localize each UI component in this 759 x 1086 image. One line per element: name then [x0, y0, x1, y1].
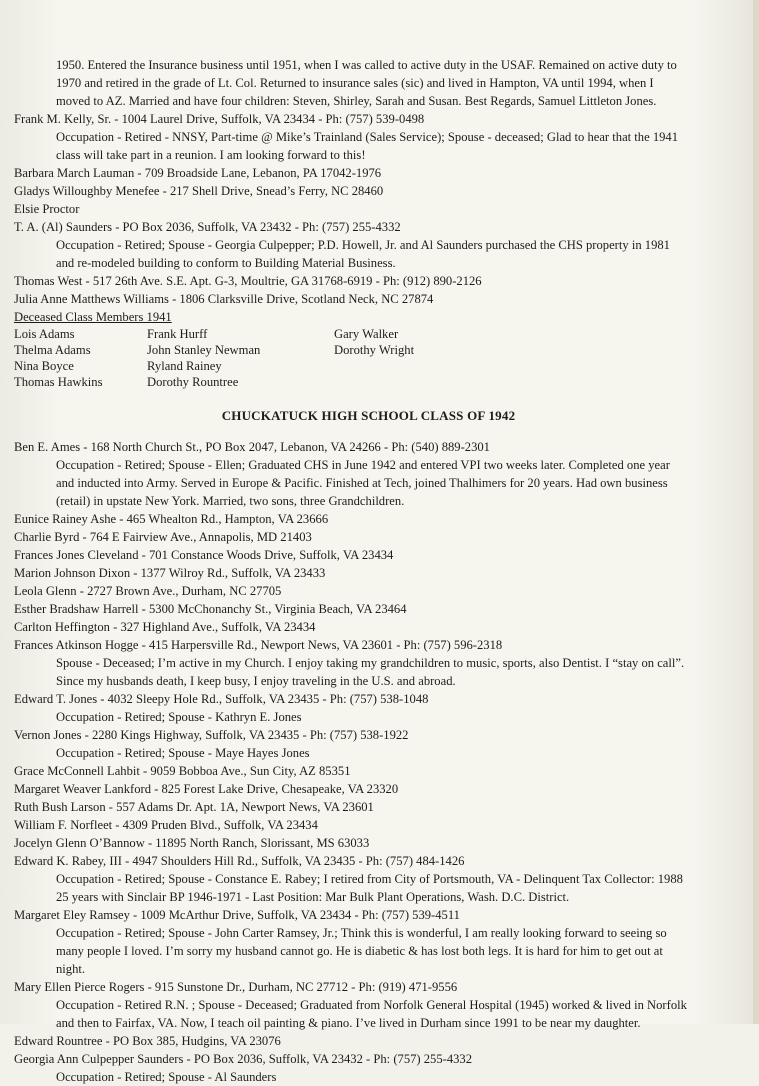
class-1942-entry-line: Margaret Weaver Lankford - 825 Forest Lake Drive, Chesapeake, VA 23320 — [14, 782, 399, 796]
class-1941-entry-line: T. A. (Al) Saunders - PO Box 2036, Suffolk, VA 23432 - Ph: (757) 255-4332 — [14, 220, 401, 234]
class-1942-entry-line: Marion Johnson Dixon - 1377 Wilroy Rd., Suffolk, VA 23433 — [14, 566, 326, 580]
class-1942-entries — [14, 438, 723, 1086]
class-1942-entry-line: Charlie Byrd - 764 E Fairview Ave., Annapolis, MD 21403 — [14, 530, 312, 544]
deceased-member-name: Ryland Rainey — [147, 359, 222, 373]
class-1942-detail-line: Occupation - Retired; Spouse - John Carter Ramsey, Jr.; Think this is wonderful, I am really looking forward to seeing so — [56, 926, 667, 940]
class-1941-detail-line: Occupation - Retired - NNSY, Part-time @ Mike’s Trainland (Sales Service); Spouse - deceased; Glad to hear that the 1941 — [56, 130, 679, 144]
class-1942-entry-line: Carlton Heffington - 327 Highland Ave., Suffolk, VA 23434 — [14, 620, 316, 634]
deceased-member-name: Frank Hurff — [147, 327, 208, 341]
deceased-column-3 — [334, 326, 534, 390]
class-1942-entry-line: Edward T. Jones - 4032 Sleepy Hole Rd., Suffolk, VA 23435 - Ph: (757) 538-1048 — [14, 692, 429, 706]
class-1942-detail-line: Occupation - Retired; Spouse - Ellen; Graduated CHS in June 1942 and entered VPI two weeks later. Completed one year — [56, 458, 670, 472]
class-1942-entry-line: Edward Rountree - PO Box 385, Hudgins, VA 23076 — [14, 1034, 281, 1048]
class-1942-detail-line: Since my husbands death, I keep busy, I enjoy traveling in the U.S. and abroad. — [56, 674, 456, 688]
class-1942-detail-line: Occupation - Retired; Spouse - Maye Hayes Jones — [56, 746, 310, 760]
class-1941-entry-line: Frank M. Kelly, Sr. - 1004 Laurel Drive, Suffolk, VA 23434 - Ph: (757) 539-0498 — [14, 112, 425, 126]
class-1942-entry-line: Frances Jones Cleveland - 701 Constance Woods Drive, Suffolk, VA 23434 — [14, 548, 394, 562]
class-1941-entry-line: Julia Anne Matthews Williams - 1806 Clarksville Drive, Scotland Neck, NC 27874 — [14, 292, 434, 306]
class-1942-entry-line: Esther Bradshaw Harrell - 5300 McChonanchy St., Virginia Beach, VA 23464 — [14, 602, 407, 616]
deceased-member-name: Gary Walker — [334, 327, 399, 341]
class-1941-detail-line: moved to AZ. Married and have four children: Steven, Shirley, Sarah and Susan. Best Regards, Samuel Littleton Jones. — [56, 94, 657, 108]
class-1942-detail-line: and then to Fairfax, VA. Now, I teach oil painting & piano. I’ve lived in Durham since 1991 to be near my daughter. — [56, 1016, 641, 1030]
class-1941-entry-line: Barbara March Lauman - 709 Broadside Lane, Lebanon, PA 17042-1976 — [14, 166, 382, 180]
class-1942-detail-line: Occupation - Retired; Spouse - Al Saunders — [56, 1070, 277, 1084]
deceased-member-name: Dorothy Wright — [334, 343, 415, 357]
class-1942-detail-line: Occupation - Retired; Spouse - Constance E. Rabey; I retired from City of Portsmouth, VA - Delinquent Tax Collector: 1988 — [56, 872, 683, 886]
class-1942-entry-line: Grace McConnell Lahbit - 9059 Bobboa Ave., Sun City, AZ 85351 — [14, 764, 351, 778]
class-1941-detail-line: 1950. Entered the Insurance business until 1951, when I was called to active duty in the USAF. Remained on active duty to — [56, 58, 677, 72]
class-1941-entry-line: Thomas West - 517 26th Ave. S.E. Apt. G-3, Moultrie, GA 31768-6919 - Ph: (912) 890-2126 — [14, 274, 482, 288]
class-1942-entry-line: William F. Norfleet - 4309 Pruden Blvd., Suffolk, VA 23434 — [14, 818, 318, 832]
class-1941-continued — [14, 56, 723, 308]
class-1942-detail-line: and inducted into Army. Served in Europe & Pacific. Finished at Tech, joined Thalhimers for 20 years. Had own business — [56, 476, 668, 490]
class-1942-detail-line: (retail) in upstate New York. Married, two sons, three Grandchildren. — [56, 494, 405, 508]
class-1942-entry-line: Margaret Eley Ramsey - 1009 McArthur Drive, Suffolk, VA 23434 - Ph: (757) 539-4511 — [14, 908, 460, 922]
class-1941-detail-line: class will take part in a reunion. I am looking forward to this! — [56, 148, 366, 162]
deceased-member-name: John Stanley Newman — [147, 343, 261, 357]
class-1942-detail-line: 25 years with Sinclair BP 1946-1971 - Last Position: Mar Bulk Plant Operations, Wash. D.C. District. — [56, 890, 570, 904]
class-1941-entry-line: Gladys Willoughby Menefee - 217 Shell Drive, Snead’s Ferry, NC 28460 — [14, 184, 384, 198]
deceased-column-1 — [14, 326, 147, 390]
deceased-member-name: Thomas Hawkins — [14, 375, 103, 389]
class-1942-entry-line: Vernon Jones - 2280 Kings Highway, Suffolk, VA 23435 - Ph: (757) 538-1922 — [14, 728, 409, 742]
deceased-members-title: Deceased Class Members 1941 — [14, 310, 172, 324]
class-1942-detail-line: Spouse - Deceased; I’m active in my Church. I enjoy taking my grandchildren to music, sports, also Dentist. I “stay on call”. — [56, 656, 685, 670]
class-1942-entry-line: Georgia Ann Culpepper Saunders - PO Box 2036, Suffolk, VA 23432 - Ph: (757) 255-4332 — [14, 1052, 473, 1066]
class-1942-entry-line: Frances Atkinson Hogge - 415 Harpersville Rd., Newport News, VA 23601 - Ph: (757) 596-2318 — [14, 638, 503, 652]
class-1942-detail-line: night. — [56, 962, 86, 976]
deceased-member-name: Nina Boyce — [14, 359, 74, 373]
class-1941-entry-line: Elsie Proctor — [14, 202, 80, 216]
class-1942-entry-line: Mary Ellen Pierce Rogers - 915 Sunstone Dr., Durham, NC 27712 - Ph: (919) 471-9556 — [14, 980, 458, 994]
class-1942-detail-line: many people I loved. I’m sorry my husband cannot go. He is diabetic & has lost both legs. It is hard for him to get out at — [56, 944, 663, 958]
class-1942-entry-line: Jocelyn Glenn O’Bannow - 11895 North Ranch, Slorissant, MS 63033 — [14, 836, 370, 850]
class-1942-entry-line: Eunice Rainey Ashe - 465 Whealton Rd., Hampton, VA 23666 — [14, 512, 329, 526]
class-1942-entry-line: Ben E. Ames - 168 North Church St., PO Box 2047, Lebanon, VA 24266 - Ph: (540) 889-2301 — [14, 440, 490, 454]
class-1942-detail-line: Occupation - Retired R.N. ; Spouse - Deceased; Graduated from Norfolk General Hospital (1945) worked & lived in Norfolk — [56, 998, 687, 1012]
deceased-members-list — [14, 326, 723, 390]
class-1942-entry-line: Edward K. Rabey, III - 4947 Shoulders Hill Rd., Suffolk, VA 23435 - Ph: (757) 484-1426 — [14, 854, 465, 868]
class-1942-entry-line: Leola Glenn - 2727 Brown Ave., Durham, NC 27705 — [14, 584, 282, 598]
class-1942-detail-line: Occupation - Retired; Spouse - Kathryn E. Jones — [56, 710, 302, 724]
class-1942-entry-line: Ruth Bush Larson - 557 Adams Dr. Apt. 1A, Newport News, VA 23601 — [14, 800, 374, 814]
class-1941-detail-line: and re-modeled building to conform to Building Material Business. — [56, 256, 396, 270]
deceased-column-2 — [147, 326, 334, 390]
class-1941-detail-line: Occupation - Retired; Spouse - Georgia Culpepper; P.D. Howell, Jr. and Al Saunders purchased the CHS property in 1981 — [56, 238, 670, 252]
class-1942-heading: CHUCKATUCK HIGH SCHOOL CLASS OF 1942 — [221, 408, 516, 423]
deceased-member-name: Lois Adams — [14, 327, 75, 341]
class-1941-detail-line: 1970 and retired in the grade of Lt. Col. Returned to insurance sales (sic) and lived in Hampton, VA until 1994, when I — [56, 76, 654, 90]
deceased-member-name: Thelma Adams — [14, 343, 91, 357]
deceased-member-name: Dorothy Rountree — [147, 375, 239, 389]
